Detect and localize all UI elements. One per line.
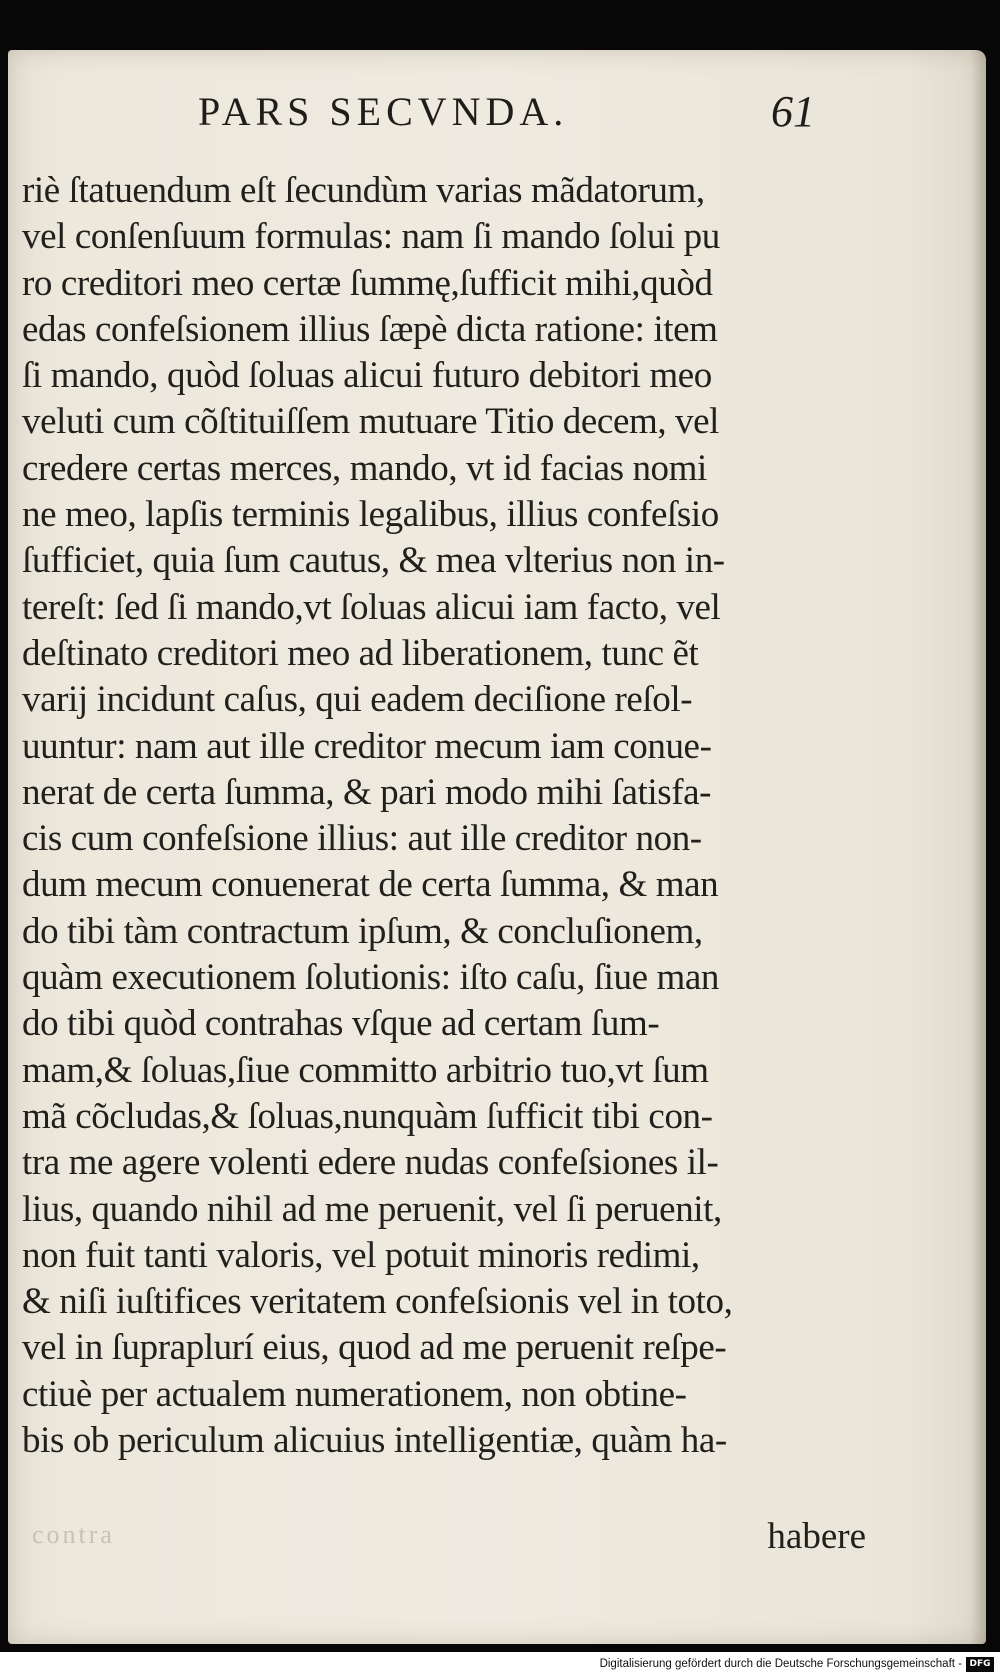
text-line: cis cum confeſsione illius: aut ille creditor non- — [22, 818, 702, 860]
text-line: credere certas merces, mando, vt id facias nomi — [22, 447, 707, 489]
page-edge-shadow — [970, 50, 986, 1644]
text-line: varij incidunt caſus, qui eadem deciſione reſol- — [22, 679, 693, 721]
text-line: mam,& ſoluas,ſiue committo arbitrio tuo,vt ſum — [22, 1049, 709, 1091]
show-through-text: contra — [32, 1520, 115, 1549]
text-line: bis ob periculum alicuius intelligentiæ, quàm ha- — [22, 1420, 727, 1462]
body-text — [22, 168, 852, 1464]
text-line: ſi mando, quòd ſoluas alicui futuro debitori meo — [22, 355, 712, 397]
digitization-footer — [0, 1652, 1000, 1677]
text-line: nerat de certa ſumma, & pari modo mihi ſatisfa- — [22, 771, 712, 813]
text-line: lius, quando nihil ad me peruenit, vel ſi peruenit, — [22, 1188, 722, 1230]
page-header — [8, 88, 986, 144]
text-line: do tibi quòd contrahas vſque ad certam ſum- — [22, 1003, 660, 1045]
text-line: do tibi tàm contractum ipſum, & concluſionem, — [22, 910, 703, 952]
book-page — [8, 50, 986, 1644]
text-line: & niſi iuſtifices veritatem confeſsionis vel in toto, — [22, 1281, 733, 1323]
dfg-logo: DFG — [966, 1657, 994, 1672]
text-line: mã cõcludas,& ſoluas,nunquàm ſufficit tibi con- — [22, 1095, 713, 1137]
footer-credit: Digitalisierung gefördert durch die Deutsche Forschungsgemeinschaft - — [599, 1658, 962, 1670]
text-line: deſtinato creditori meo ad liberationem, tunc ẽt — [22, 632, 699, 674]
text-line: edas confeſsionem illius ſæpè dicta ratione: item — [22, 308, 718, 350]
text-line: ctiuè per actualem numerationem, non obtine- — [22, 1373, 687, 1415]
text-line: ne meo, lapſis terminis legalibus, illius confeſsio — [22, 494, 719, 536]
running-head: PARS SECVNDA. — [198, 89, 569, 134]
text-line: tra me agere volenti edere nudas confeſsiones il- — [22, 1142, 719, 1184]
text-line: non fuit tanti valoris, vel potuit minoris redimi, — [22, 1234, 700, 1276]
text-line: vel conſenſuum formulas: nam ſi mando ſolui pu — [22, 216, 720, 258]
text-line: vel in ſupraplurí eius, quod ad me peruenit reſpe- — [22, 1327, 727, 1369]
text-line: quàm executionem ſolutionis: iſto caſu, ſiue man — [22, 957, 720, 999]
text-line: tereſt: ſed ſi mando,vt ſoluas alicui iam facto, vel — [22, 586, 721, 628]
text-line: ro creditori meo certæ ſummę,ſufficit mihi,quòd — [22, 262, 713, 304]
text-line: uuntur: nam aut ille creditor mecum iam conue- — [22, 725, 712, 767]
page-number: 61 — [771, 87, 815, 136]
text-line: ſufficiet, quia ſum cautus, & mea vlterius non in- — [22, 540, 725, 582]
text-line: riè ſtatuendum eſt ſecundùm varias mãdatorum, — [22, 170, 705, 211]
text-line: dum mecum conuenerat de certa ſumma, & man — [22, 864, 719, 906]
catchword: habere — [767, 1516, 866, 1557]
text-line: veluti cum cõſtituiſſem mutuare Titio decem, vel — [22, 401, 720, 443]
